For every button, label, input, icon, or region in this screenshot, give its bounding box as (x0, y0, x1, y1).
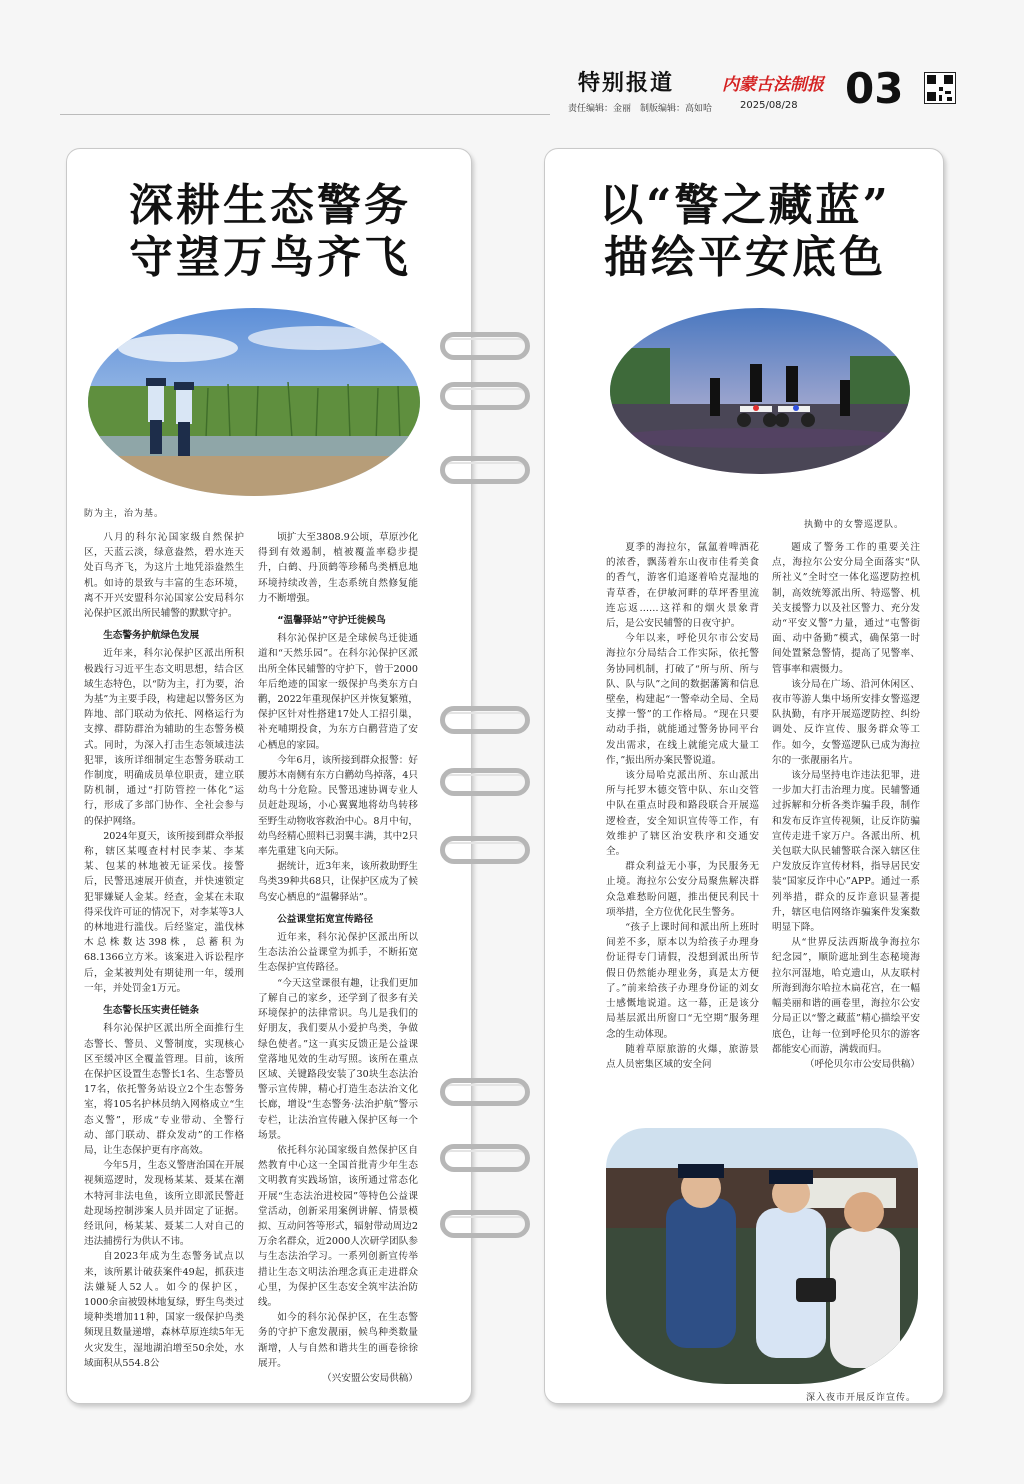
issue-date: 2025/08/28 (740, 100, 798, 111)
paragraph: 八月的科尔沁国家级自然保护区，天蓝云淡，绿意盎然，碧水连天处百鸟齐飞，为这片土地凭添盎然生机。如诗的景致与丰富的生态环境，离不开兴安盟科尔沁国家公安局科尔沁保护区派出所民辅警的默默守护。 (84, 532, 244, 620)
paragraph: 今年5月，生态义警唐治国在开展视频巡逻时，发现杨某某、聂某在潮木特河非法电鱼，该所立即派民警赶赴现场控制涉案人员并固定了证据。经讯问，杨某某、聂某二人对自己的违法捕捞行为供认不讳。 (84, 1160, 244, 1248)
binder-ring (440, 836, 530, 864)
paragraph: 该分局哈克派出所、东山派出所与托罗木德交管中队、东山交管中队在重点时段和路段联合开展巡逻检查，安全知识宣传等工作，有效维护了辖区治安秩序和交通安全。 (606, 770, 759, 858)
right-photo-nightmarket-antifraud (606, 1128, 918, 1384)
right-headline-line1: 以“警之藏蓝” (599, 180, 891, 231)
right-article-column-2 (772, 540, 920, 1072)
left-photo-caption: 防为主，治为基。 (84, 509, 165, 519)
binder-ring (440, 332, 530, 360)
binder-ring (440, 768, 530, 796)
source-credit: （兴安盟公安局供稿） (322, 1372, 418, 1384)
editor-credits: 责任编辑：金丽 制版编辑：高如哈 (568, 104, 713, 114)
right-photo-women-patrol (610, 308, 910, 474)
section-title: 特别报道 (578, 71, 675, 96)
binder-ring (440, 706, 530, 734)
paragraph: 2024年夏天，该所接到群众举报称，辖区某嘎查村村民李某、李某某、包某的林地被无证采伐。接警后，民警迅速展开侦查，并快速锁定犯罪嫌疑人金某。经查，金某在未取得采伐许可证的情况下，对李某等3人的林地进行滥伐。后经鉴定，滥伐林木总株数达398株，总蓄积为68.1366立方米。该案进入诉讼程序后，金某被判处有期徒刑一年，缓刑一年，并处罚金1万元。 (84, 830, 244, 994)
paragraph: 科尔沁保护区派出所全面推行生态警长、警员、义警制度，实现核心区至缓冲区全覆盖管理。目前，该所在保护区设置生态警长1名、生态警员17名，依托警务站设立2个生态警务室，将105名护林员纳入网格成立“生态义警”，形成“专业带动、全警行动、部门联动、群众发动”的工作格局，让生态保护更有序高效。 (84, 1023, 244, 1156)
paragraph: 顷扩大至3808.9公顷，草原沙化得到有效遏制，植被覆盖率稳步提升，白鹤、丹顶鹤等珍稀鸟类栖息地环境持续改善，生态系统自然修复能力不断增强。 (258, 532, 418, 604)
subheading: 公益课堂拓宽宣传路径 (277, 913, 374, 925)
binder-ring (440, 1078, 530, 1106)
left-headline-line2: 守望万鸟齐飞 (129, 232, 411, 283)
paragraph: 夏季的海拉尔，氤氲着啤酒花的浓香，飘荡着东山夜市佳肴美食的香气，游客们追逐着哈克湿地的青草香，在伊敏河畔的草坪香里流连忘返……这祥和的烟火景象背后，是公安民辅警的日夜守护。 (606, 542, 759, 630)
right-headline (560, 180, 930, 284)
paragraph: 今年以来，呼伦贝尔市公安局海拉尔分局结合工作实际，依托警务协同机制，打破了“所与所、所与队、队与队”之间的数据藩篱和信息壁垒，构建起“一警牵动全局、全局支撑一警”的工作格局。“现在只要动动手指，就能通过警务协同平台发出需求，在线上就能完成大量工作，”振出所办案民警说道。 (606, 633, 759, 766)
source-credit: （呼伦贝尔市公安局供稿） (804, 1058, 920, 1070)
left-article-column-1 (84, 530, 244, 1371)
newspaper-logo: 内蒙古法制报 (722, 75, 824, 95)
paragraph: 随着草原旅游的火爆，旅游景点人员密集区域的安全问 (606, 1043, 759, 1070)
paragraph: 依托科尔沁国家级自然保护区自然教育中心这一全国首批青少年生态文明教育实践场馆，该所通过常态化开展“生态法治进校园”等特色公益课堂活动，创新采用案例讲解、情景模拟、互动问答等形式，辐射带动周边2万余名群众，近2000人次研学团队参与生态法治学习。一系列创新宣传举措让生态文明法治理念真正走进群众心里，为保护区生态安全筑牢法治防线。 (258, 1144, 418, 1308)
binder-ring (440, 382, 530, 410)
subheading: “温馨驿站”守护迁徙候鸟 (277, 615, 386, 627)
left-headline (80, 180, 460, 284)
subheading: 生态警务护航绿色发展 (103, 630, 200, 642)
binder-ring (440, 1210, 530, 1238)
paragraph: 群众利益无小事，为民服务无止境。海拉尔公安分局聚焦解决群众急难愁盼问题，推出便民利民十项举措，全方位优化民生警务。 (606, 861, 759, 918)
subheading: 生态警长压实责任链条 (103, 1005, 200, 1017)
binder-ring (440, 1144, 530, 1172)
paragraph: 从“世界反法西斯战争海拉尔纪念园”，顺阶遮址到生态秘境海拉尔河湿地，哈克遗山，从友联村所海到海尔哈拉木扁花宫，在一幅幅美丽和谐的画卷里，海拉尔公安分局正以“警之藏蓝”精心描绘平安底色，让每一位到呼伦贝尔的游客都能安心而游，满载而归。 (772, 937, 920, 1055)
right-article-column-1 (606, 540, 759, 1072)
header-rule (60, 114, 550, 115)
left-headline-line1: 深耕生态警务 (129, 180, 411, 231)
paragraph: 科尔沁保护区是全球候鸟迁徙通道和“天然乐园”。在科尔沁保护区派出所全体民辅警的守护下，曾于2000年后绝迹的国家一级保护鸟类东方白鹳，2022年重现保护区并恢复繁殖，保护区针对性搭建17处人工招引巢，补充哺期投食，为东方白鹳营造了安心栖息的家园。 (258, 633, 418, 751)
right-headline-line2: 描绘平安底色 (604, 232, 886, 283)
paragraph: 如今的科尔沁保护区，在生态警务的守护下愈发靓丽，候鸟种类数量渐增，人与自然和谐共生的画卷徐徐展开。 (258, 1312, 418, 1369)
paragraph: 今年6月，该所接到群众报警：好腰苏木南侧有东方白鹳幼鸟掉落，4只幼鸟十分危险。民警迅速协调专业人员赶赴现场，小心翼翼地将幼鸟转移至野生动物收容救治中心。8月中旬，幼鸟经精心照料已羽翼丰满，其中2只率先重建飞向天际。 (258, 754, 418, 858)
paragraph: 题成了警务工作的重要关注点，海拉尔公安分局全面落实“队所社义”全时空一体化巡逻防控机制，高效统筹派出所、特巡警、机关支援警力以及社区警力、充分发动“平安义警”力量，通过“屯警街面、动中备勤”模式，确保第一时间处置紧急警情，提高了见警率、管事率和震慑力。 (772, 542, 920, 675)
paragraph: 自2023年成为生态警务试点以来，该所累计破获案件49起，抓获违法嫌疑人52人。如今的保护区，1000余亩被毁林地复绿，野生鸟类过境种类增加11种，国家一级保护鸟类频现且数量递增，森林草原连续5年无火灾发生，湿地湖泊增至50余处，水域面积从554.8公 (84, 1251, 244, 1369)
right-photo2-caption: 深入夜市开展反诈宣传。 (806, 1393, 917, 1403)
binder-ring (440, 456, 530, 484)
paragraph: 该分局在广场、沿河休闲区、夜市等游人集中场所安排女警巡逻队执勤，有序开展巡逻防控、纠纷调处、反诈宣传、服务群众等工作。如今，女警巡逻队已成为海拉尔的一张靓丽名片。 (772, 678, 920, 766)
left-photo-wetland-patrol (88, 308, 420, 496)
paragraph: 据统计，近3年来，该所救助野生鸟类39种共68只，让保护区成为了候鸟安心栖息的“温馨驿站”。 (258, 861, 418, 903)
paragraph: 该分局坚持电诈违法犯罪，进一步加大打击治理力度。民辅警通过拆解和分析各类诈骗手段，制作和发布反诈宣传视频，让反诈防骗宣传走进千家万户。各派出所、机关包联大队民辅警联合深入辖区住户发放反诈宣传材料，指导居民安装“国家反诈中心”APP。通过一系列举措，群众的反诈意识显著提升，辖区电信网络诈骗案件发案数明显下降。 (772, 770, 920, 934)
page-number: 03 (845, 64, 904, 113)
paragraph: “今天这堂课很有趣，让我们更加了解自己的家乡，还学到了很多有关环境保护的法律常识。鸟儿是我们的好朋友，我们要从小爱护鸟类，争做绿色使者。”这一真实反馈正是公益课堂落地见效的生动写照。该所在重点区域、关键路段安装了30块生态法治警示宣传牌，精心打造生态法治文化长廊，增设“生态警务·法治护航”警示专栏，让法治宣传融入保护区每一个场景。 (258, 977, 418, 1141)
paragraph: “孩子上课时间和派出所上班时间差不多，原本以为给孩子办理身份证得专门请假，没想到派出所节假日仍然能办理业务，真是太方便了。”前来给孩子办理身份证的刘女士感慨地说道。这一幕，正是该分局基层派出所窗口“无空期”服务理念的生动体现。 (606, 922, 759, 1040)
qr-code-icon (924, 72, 956, 104)
left-article-column-2 (258, 530, 418, 1386)
paragraph: 近年来，科尔沁保护区派出所积极践行习近平生态文明思想，结合区域生态特色，以“防为主，打为要，治为基”为主要手段，构建起以警务区为阵地、部门联动为依托、网格运行为支撑、群防群治为辅助的生态警务模式。同时，为深入打击生态领域违法犯罪，该所详细制定生态警务联动工作制度，明确成员单位职责，建立联防机制，通过“打防管控一体化”运行，形成了多部门协作、全社会参与的保护网络。 (84, 648, 244, 827)
paragraph: 近年来，科尔沁保护区派出所以生态法治公益课堂为抓手，不断拓宽生态保护宣传路径。 (258, 932, 418, 974)
right-photo1-caption: 执勤中的女警巡逻队。 (804, 520, 905, 530)
